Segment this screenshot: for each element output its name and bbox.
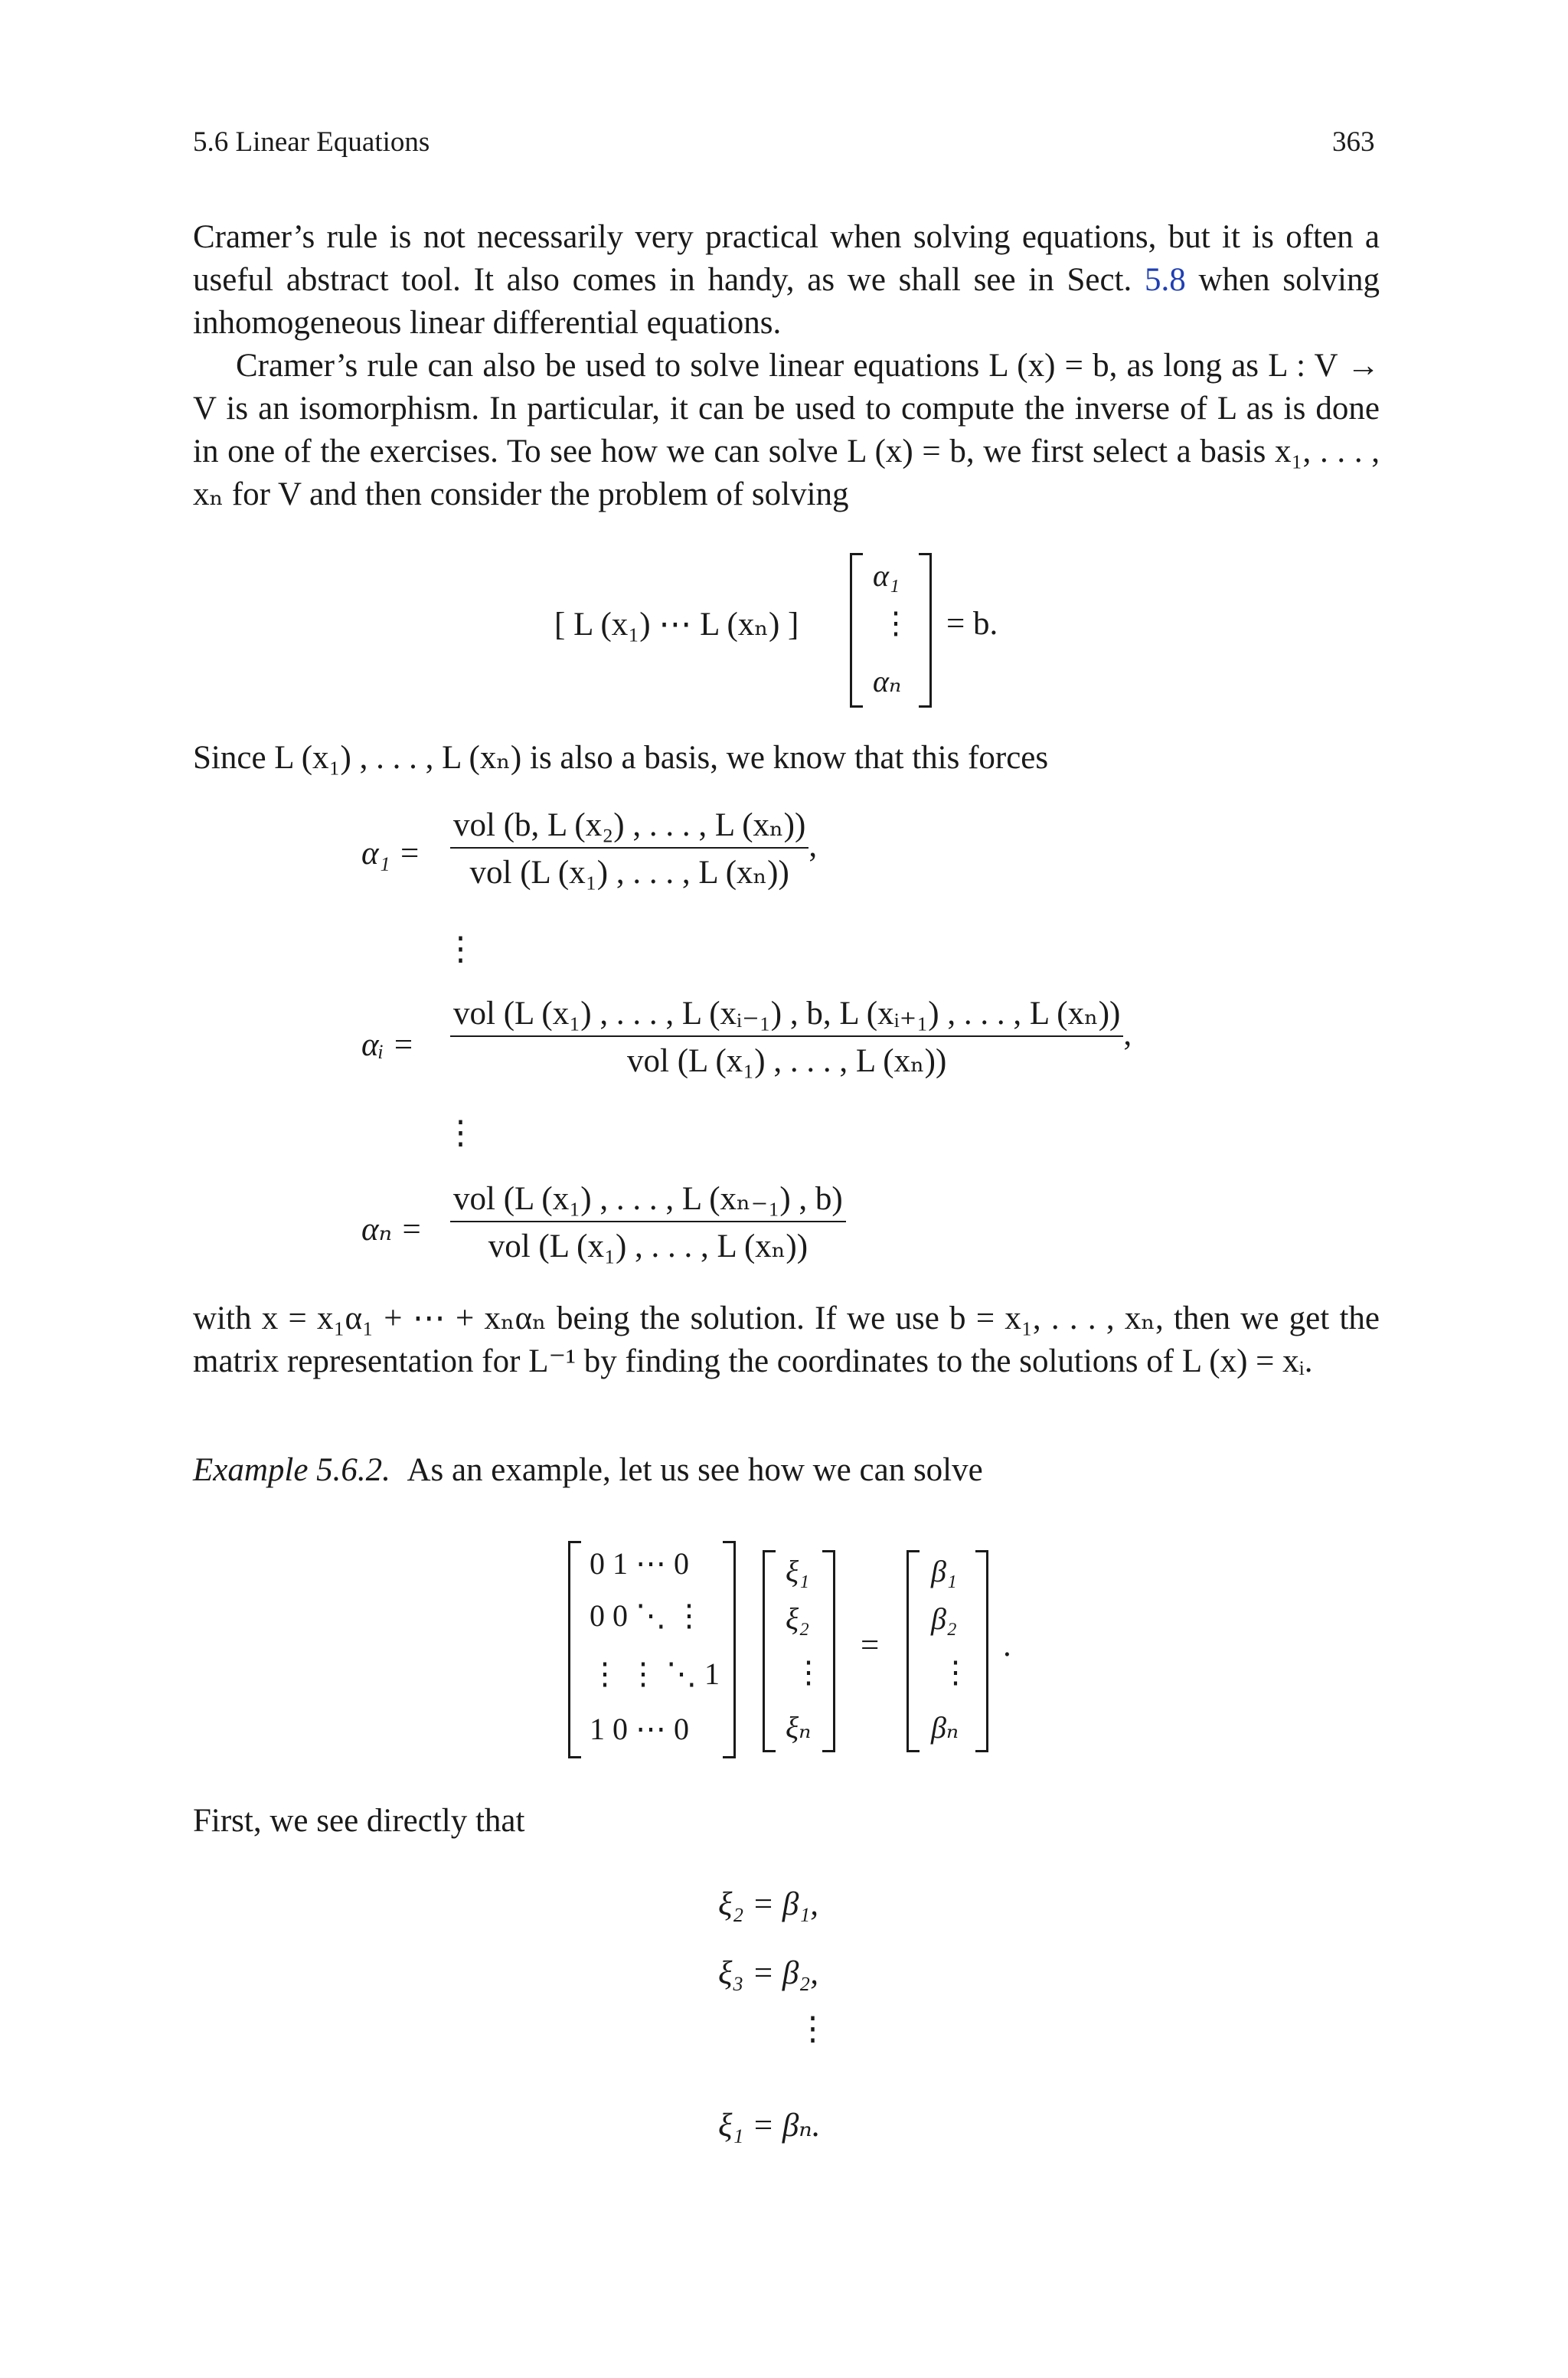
cramer-num-1: vol (b, L (x₂) , . . . , L (xₙ)) [450, 806, 808, 849]
beta-left-bracket [906, 1550, 920, 1752]
cramer-lhs-1: α₁ = [361, 836, 421, 872]
paragraph-4 [193, 1297, 1380, 1383]
cramer-lhs-i: αᵢ = [361, 1027, 415, 1063]
paragraph-5-text: First, we see directly that [193, 1803, 525, 1839]
paragraph-2 [193, 345, 1380, 516]
matrix-row-1: 0 1 ⋯ 0 [590, 1546, 689, 1581]
vector-entry-2: ⋮ [880, 606, 911, 640]
xi-1: ξ₁ [786, 1554, 810, 1588]
cramer-tail-i: , [1123, 1016, 1132, 1052]
solution-vdots: ⋮ [796, 2011, 829, 2047]
page-number: 363 [1332, 126, 1375, 158]
matrix-right-bracket [723, 1541, 736, 1758]
vector-right-bracket [919, 553, 932, 708]
cramer-den-i: vol (L (x₁) , . . . , L (xₙ)) [627, 1043, 947, 1079]
matrix-row-2: 0 0 ⋱ ⋮ [590, 1598, 704, 1633]
example-text: As an example, let us see how we can solve [407, 1452, 983, 1488]
beta-3: ⋮ [940, 1655, 971, 1689]
section-link[interactable]: 5.8 [1144, 262, 1186, 298]
vdots-1: ⋮ [444, 931, 477, 967]
cramer-num-i: vol (L (x₁) , . . . , L (xᵢ₋₁) , b, L (xᵢ₊₁) , . . . , L (xₙ)) [450, 994, 1123, 1037]
solution-2: ξ₃ = β₂, [718, 1955, 818, 1991]
beta-1: β₁ [931, 1554, 957, 1588]
cramer-tail-1: , [808, 827, 818, 864]
matrix-left-bracket [568, 1541, 581, 1758]
matrix-equals: = [861, 1627, 880, 1663]
vector-entry-3: αₙ [873, 664, 902, 698]
xi-left-bracket [763, 1550, 776, 1752]
vector-entry-1: α₁ [873, 558, 900, 593]
vector-left-bracket [850, 553, 863, 708]
example-label: Example 5.6.2. [193, 1452, 390, 1488]
cramer-fraction-i [450, 994, 1132, 1080]
cramer-den-1: vol (L (x₁) , . . . , L (xₙ)) [469, 855, 789, 891]
cramer-fraction-n [450, 1179, 846, 1265]
paragraph-1-tail: when solving inhomogeneous linear differential equations. [193, 262, 1380, 341]
system-row: [ L (x₁) ⋯ L (xₙ) ] [554, 607, 799, 643]
xi-right-bracket [822, 1550, 835, 1752]
running-header-section: 5.6 Linear Equations [193, 126, 430, 158]
cramer-lhs-n: αₙ = [361, 1212, 423, 1248]
system-rhs: = b. [946, 606, 998, 642]
beta-2: β₂ [931, 1601, 957, 1636]
xi-2: ξ₂ [786, 1601, 810, 1636]
xi-4: ξₙ [786, 1710, 812, 1745]
paragraph-1 [193, 216, 1380, 345]
beta-right-bracket [975, 1550, 988, 1752]
cramer-num-n: vol (L (x₁) , . . . , L (xₙ₋₁) , b) [450, 1179, 846, 1222]
solution-n: ξ₁ = βₙ. [718, 2108, 821, 2144]
paragraph-4-text: with x = x₁α₁ + ⋯ + xₙαₙ being the solution. If we use b = x₁, . . . , xₙ, then we get the matrix representation for L⁻¹ by finding the coordinates to the solutions of L (x) = xᵢ. [193, 1300, 1380, 1379]
vdots-2: ⋮ [444, 1115, 477, 1151]
xi-3: ⋮ [793, 1655, 824, 1689]
cramer-fraction-1 [450, 806, 817, 891]
beta-4: βₙ [931, 1710, 959, 1745]
paragraph-2-text: Cramer’s rule can also be used to solve linear equations L (x) = b, as long as L : V → V is an isomorphism. In particular, it can be used to compute the inverse of L as is done in one of the exercises. To see how we can solve L (x) = b, we first select a basis x₁, . . . , xₙ for V and then consider the problem of solving [193, 348, 1380, 512]
paragraph-3-text: Since L (x₁) , . . . , L (xₙ) is also a basis, we know that this forces [193, 740, 1049, 776]
matrix-period: . [1003, 1627, 1011, 1663]
cramer-den-n: vol (L (x₁) , . . . , L (xₙ)) [488, 1228, 808, 1264]
paragraph-3 [193, 737, 1380, 780]
example-heading [193, 1449, 1380, 1492]
paragraph-1-text: Cramer’s rule is not necessarily very practical when solving equations, but it is often a useful abstract tool. It also comes in handy, as we shall see in Sect. [193, 219, 1380, 298]
solution-1: ξ₂ = β₁, [718, 1886, 818, 1922]
paragraph-5 [193, 1800, 1380, 1843]
matrix-row-3: ⋮ ⋮ ⋱ 1 [590, 1657, 720, 1691]
matrix-row-4: 1 0 ⋯ 0 [590, 1712, 689, 1746]
